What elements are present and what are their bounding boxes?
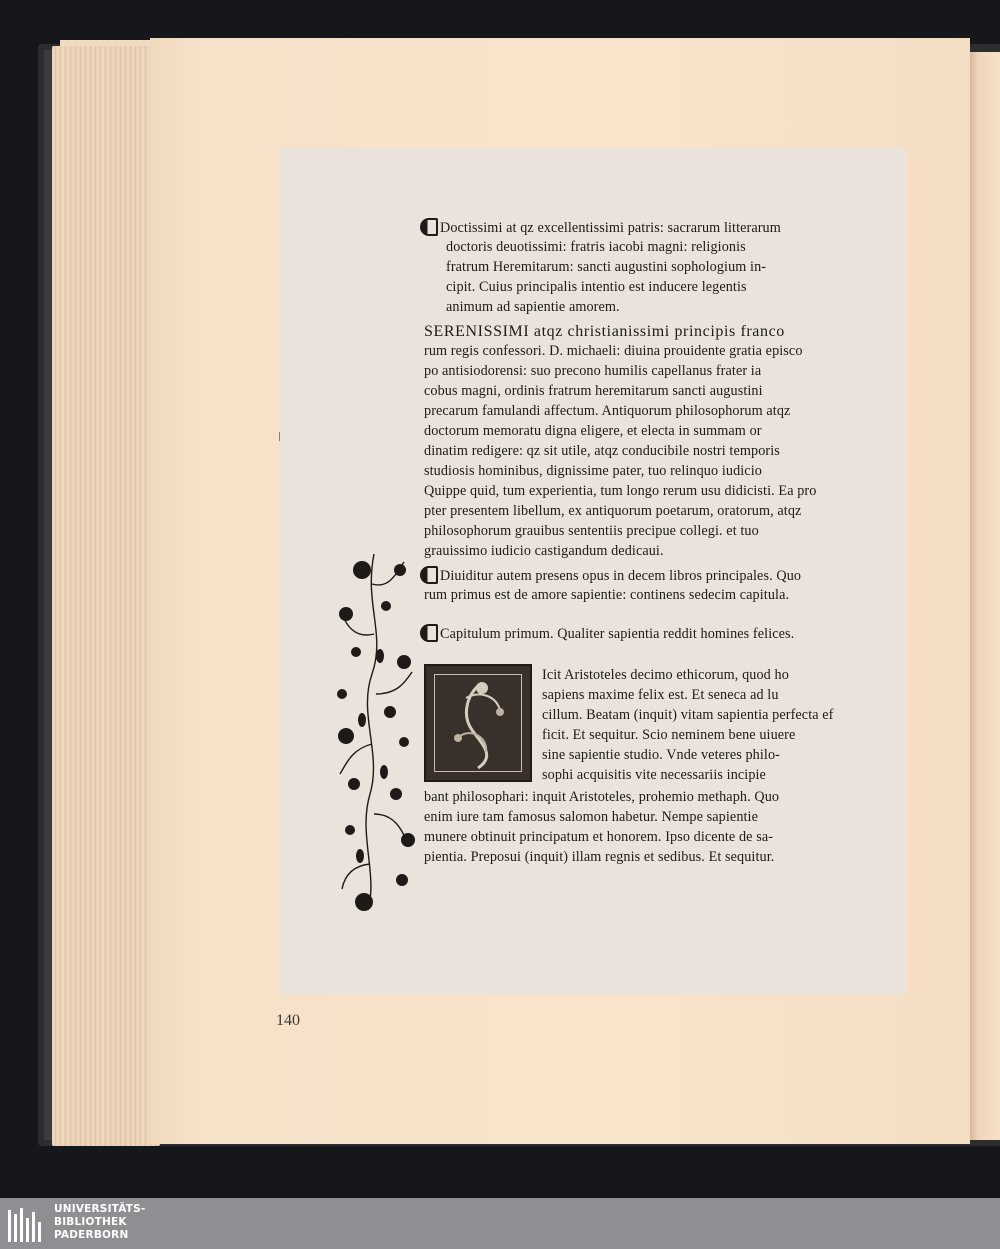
- pilcrow-icon: [420, 566, 438, 584]
- library-logo-icon: [8, 1204, 48, 1244]
- next-page-edge: [966, 52, 1000, 1140]
- ms-line: bant philosophari: inquit Aristoteles, prohemio methaph. Quo: [424, 789, 780, 805]
- ms-line: cobus magni, ordinis fratrum heremitarum sancti augustini: [424, 383, 763, 399]
- ms-line: ficit. Et sequitur. Scio neminem bene uiuere: [542, 727, 796, 743]
- pilcrow-icon: [420, 624, 438, 642]
- margin-mark: [279, 432, 280, 441]
- library-name[interactable]: [54, 1203, 145, 1242]
- ms-line: munere obtinuit principatum et honorem. Ipso dicente de sa-: [424, 829, 774, 845]
- ms-line: cipit. Cuius principalis intentio est inducere legentis: [446, 279, 747, 295]
- ms-line: Icit Aristoteles decimo ethicorum, quod ho: [542, 667, 789, 683]
- ms-line: sine sapientie studio. Vnde veteres philo-: [542, 747, 780, 763]
- ms-line: dinatim redigere: qz sit utile, atqz conducibile nostri temporis: [424, 443, 780, 459]
- initial-ornament-icon: [426, 666, 534, 784]
- ms-line: rum regis confessori. D. michaeli: diuina prouidente gratia episco: [424, 343, 803, 359]
- library-name-line: BIBLIOTHEK: [54, 1216, 127, 1228]
- ms-line: animum ad sapientie amorem.: [446, 299, 620, 315]
- ms-line: fratrum Heremitarum: sancti augustini sophologium in-: [446, 259, 767, 275]
- ms-line: po antisiodorensi: suo precono humilis capellanus frater ia: [424, 363, 762, 379]
- library-footer: [0, 1198, 1000, 1249]
- ms-line: studiosis hominibus, dignissime pater, tuo relinquo iudicio: [424, 463, 762, 479]
- library-name-line: PADERBORN: [54, 1229, 129, 1241]
- ms-line: rum primus est de amore sapientie: continens sedecim capitula.: [424, 587, 790, 603]
- ms-line: Capitulum primum. Qualiter sapientia reddit homines felices.: [420, 624, 794, 644]
- ms-line: precarum famulandi affectum. Antiquorum philosophorum atqz: [424, 403, 791, 419]
- ms-line: sophi acquisitis vite necessariis incipie: [542, 767, 766, 783]
- ms-line: doctoris deuotissimi: fratris iacobi magni: religionis: [446, 239, 746, 255]
- ms-line: pter presentem libellum, ex antiquorum poetarum, oratorum, atqz: [424, 503, 802, 519]
- ms-line: enim iure tam famosus salomon habetur. Nempe sapientie: [424, 809, 758, 825]
- ms-line: cillum. Beatam (inquit) vitam sapientia perfecta ef: [542, 707, 834, 723]
- ms-line: Quippe quid, tum experientia, tum longo rerum usu didicisti. Ea pro: [424, 483, 817, 499]
- ms-line: Diuiditur autem presens opus in decem libros principales. Quo: [420, 566, 801, 586]
- ms-line: philosophorum grauibus sententiis precipue collegi. et tuo: [424, 523, 759, 539]
- ms-line: Doctissimi at qz excellentissimi patris: sacrarum litterarum: [420, 218, 781, 238]
- ms-line: doctorum memoratu digna eligere, et electa in summam or: [424, 423, 762, 439]
- ms-line: pientia. Preposui (inquit) illam regnis et sedibus. Et sequitur.: [424, 849, 775, 865]
- floral-border: [334, 544, 430, 920]
- pilcrow-icon: [420, 218, 438, 236]
- illuminated-initial: [424, 664, 532, 782]
- page-number: 140: [276, 1012, 300, 1029]
- ms-line: sapiens maxime felix est. Et seneca ad lu: [542, 687, 779, 703]
- library-name-line: UNIVERSITÄTS-: [54, 1203, 146, 1215]
- page-stack: [52, 46, 160, 1146]
- ms-line: SERENISSIMI atqz christianissimi principis franco: [424, 323, 785, 340]
- ms-line: grauissimo iudicio castigandum dedicaui.: [424, 543, 664, 559]
